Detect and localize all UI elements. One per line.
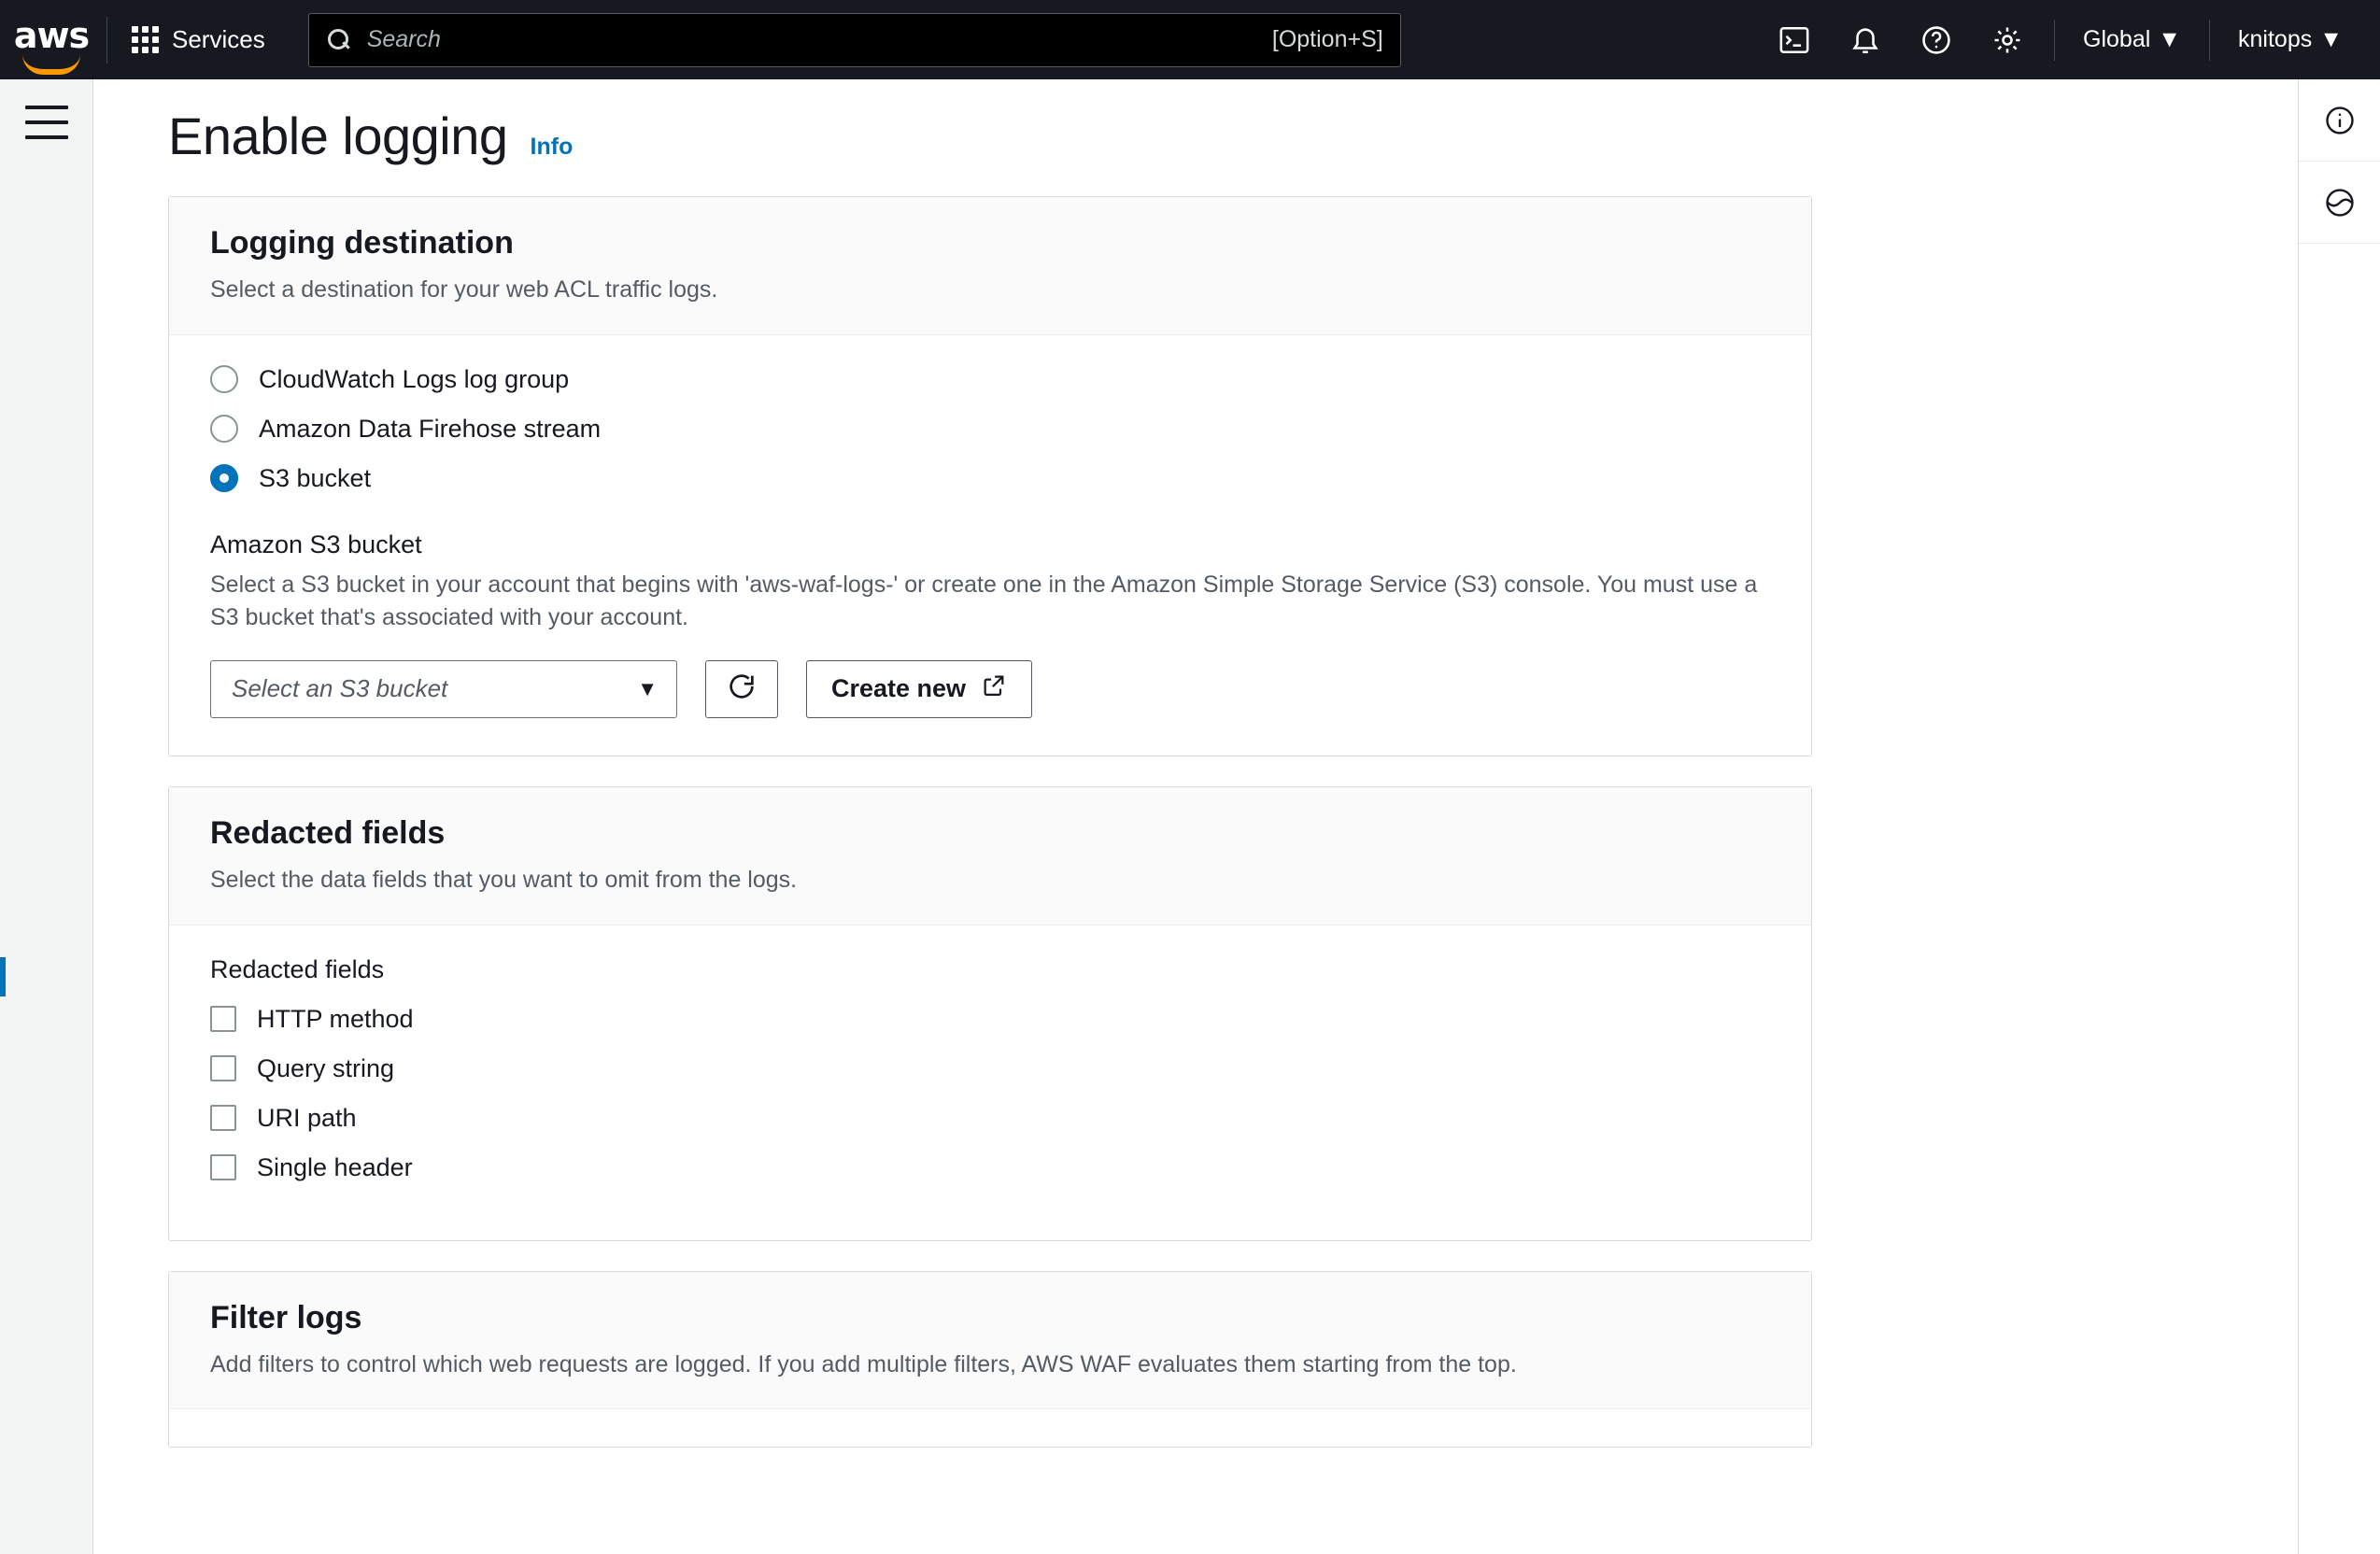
- account-label: knitops: [2238, 26, 2313, 52]
- logging-destination-subtitle: Select a destination for your web ACL traffic logs.: [210, 276, 718, 303]
- radio-button-icon[interactable]: [210, 415, 238, 443]
- radio-cloudwatch-logs[interactable]: [210, 365, 1770, 394]
- radio-label: Amazon Data Firehose stream: [259, 414, 602, 443]
- radio-label: CloudWatch Logs log group: [259, 364, 570, 393]
- checkbox-single-header[interactable]: [210, 1153, 1770, 1182]
- refresh-button[interactable]: [705, 660, 778, 718]
- checkbox-icon[interactable]: [210, 1006, 236, 1032]
- gear-icon[interactable]: [1974, 11, 2041, 69]
- radio-label: S3 bucket: [259, 463, 372, 492]
- filter-logs-body: [169, 1409, 1811, 1447]
- top-navigation-bar: [0, 0, 2380, 79]
- checkbox-label: URI path: [257, 1103, 357, 1132]
- checkbox-uri-path[interactable]: [210, 1104, 1770, 1133]
- checkbox-icon[interactable]: [210, 1154, 236, 1180]
- nav-divider: [2054, 20, 2055, 61]
- checkbox-icon[interactable]: [210, 1105, 236, 1131]
- services-menu-button[interactable]: [117, 16, 280, 64]
- search-input[interactable]: [365, 25, 1257, 54]
- aws-logo[interactable]: [0, 0, 103, 79]
- redacted-fields-body: [169, 925, 1811, 1240]
- grid-icon: [132, 26, 159, 53]
- checkbox-http-method[interactable]: [210, 1005, 1770, 1034]
- region-selector[interactable]: [2068, 11, 2196, 69]
- s3-bucket-select[interactable]: [210, 660, 677, 718]
- services-menu-label: Services: [172, 25, 265, 53]
- nav-right-cluster: [1761, 11, 2380, 69]
- logging-destination-header: [169, 197, 1811, 335]
- right-help-rail: [2298, 79, 2380, 1554]
- checkbox-query-string[interactable]: [210, 1054, 1770, 1083]
- global-search-box[interactable]: [308, 13, 1401, 67]
- search-shortcut-hint: [Option+S]: [1271, 26, 1383, 52]
- checkbox-label: HTTP method: [257, 1004, 414, 1033]
- checkbox-label: Single header: [257, 1152, 413, 1181]
- nav-divider: [2209, 20, 2210, 61]
- search-icon: [326, 28, 350, 52]
- redacted-fields-card: [168, 786, 1812, 1241]
- nav-divider: [106, 17, 107, 64]
- hamburger-menu-icon[interactable]: [25, 106, 68, 139]
- chevron-down-icon: ▼: [2158, 26, 2182, 52]
- radio-firehose-stream[interactable]: [210, 415, 1770, 444]
- s3-bucket-field-description: Select a S3 bucket in your account that begins with 'aws-waf-logs-' or create one in the Amazon Simple Storage Service (S3) console. You must use a S3 bucket that's associated with your account.: [210, 571, 1758, 630]
- chevron-down-icon: ▼: [2319, 26, 2343, 52]
- radio-button-icon-selected[interactable]: [210, 464, 238, 492]
- radio-button-icon[interactable]: [210, 365, 238, 393]
- chevron-down-icon: ▼: [637, 676, 658, 700]
- logging-destination-body: [169, 335, 1811, 756]
- filter-logs-subtitle: Add filters to control which web requests are logged. If you add multiple filters, AWS WAF evaluates them starting from the top.: [210, 1350, 1517, 1377]
- page-header: [93, 79, 2298, 166]
- bell-icon[interactable]: [1832, 11, 1899, 69]
- rail-active-indicator: [0, 957, 6, 996]
- filter-logs-title: Filter logs: [210, 1299, 362, 1335]
- s3-bucket-field-label: Amazon S3 bucket: [210, 530, 422, 558]
- page-info-link[interactable]: Info: [530, 134, 574, 160]
- cloudshell-icon[interactable]: [1761, 11, 1828, 69]
- redacted-fields-header: [169, 787, 1811, 925]
- refresh-icon: [726, 671, 758, 707]
- redacted-fields-group-label: Redacted fields: [210, 954, 385, 983]
- region-label: Global: [2083, 26, 2151, 52]
- filter-logs-header: [169, 1272, 1811, 1410]
- create-new-bucket-label: Create new: [831, 674, 967, 703]
- s3-bucket-controls-row: [210, 660, 1770, 718]
- s3-bucket-select-placeholder: Select an S3 bucket: [232, 674, 448, 703]
- logging-destination-card: [168, 196, 1812, 756]
- question-circle-icon[interactable]: [1903, 11, 1970, 69]
- left-navigation-rail: [0, 79, 93, 1554]
- logging-destination-title: Logging destination: [210, 225, 514, 261]
- account-menu[interactable]: [2223, 11, 2358, 69]
- info-circle-icon[interactable]: [2299, 79, 2380, 162]
- page-title: Enable logging: [168, 106, 508, 165]
- layers-icon[interactable]: [2299, 162, 2380, 244]
- aws-logo-wordmark: aws: [13, 15, 90, 57]
- radio-s3-bucket[interactable]: [210, 464, 1770, 493]
- redacted-fields-title: Redacted fields: [210, 814, 446, 851]
- checkbox-label: Query string: [257, 1053, 395, 1082]
- create-new-bucket-button[interactable]: [806, 660, 1032, 718]
- checkbox-icon[interactable]: [210, 1055, 236, 1081]
- filter-logs-card: [168, 1271, 1812, 1448]
- external-link-icon: [981, 672, 1007, 705]
- redacted-fields-subtitle: Select the data fields that you want to omit from the logs.: [210, 866, 798, 893]
- aws-logo-swoosh: [22, 54, 80, 64]
- main-content: [93, 79, 2298, 1554]
